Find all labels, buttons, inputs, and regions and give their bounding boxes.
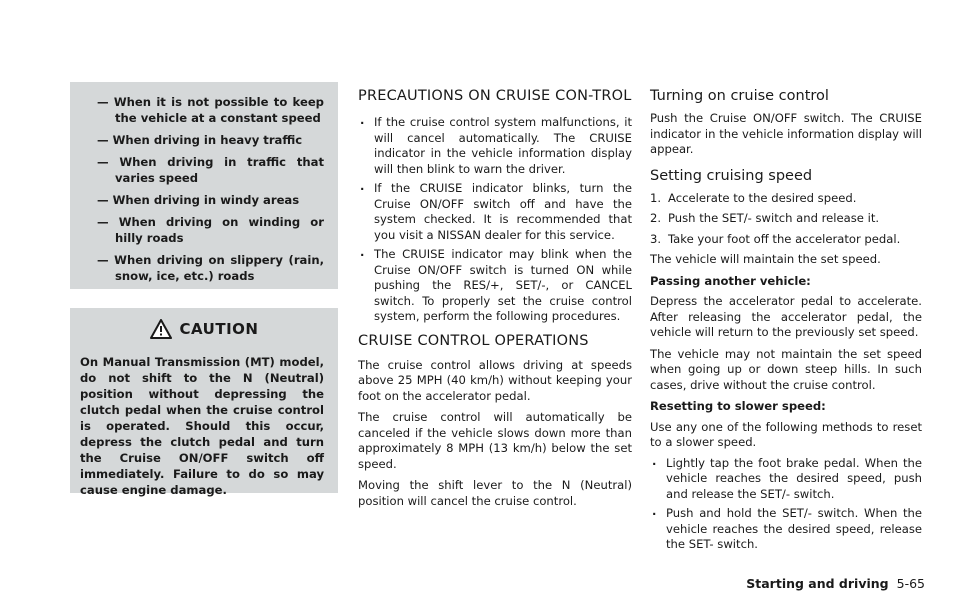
operations-paragraph-3: Moving the shift lever to the N (Neutral) position will cancel the cruise control. (358, 478, 632, 508)
footer-section-name: Starting and driving (746, 576, 889, 591)
conditions-list (70, 82, 338, 284)
operations-heading: CRUISE CONTROL OPERATIONS (358, 332, 589, 349)
turning-on-heading: Turning on cruise control (650, 88, 829, 104)
caution-header (70, 318, 338, 340)
operations-paragraph-2: The cruise control will automatically be canceled if the vehicle slows down more than approximately 8 MPH (13 km/h) below the set speed. (358, 410, 632, 471)
precaution-item: . If the cruise control system malfunctions, it will cancel automatically. The CRUISE indicator in the vehicle information display will then blink to warn the driver. (358, 115, 632, 177)
setting-steps (650, 191, 922, 248)
middle-column (358, 0, 632, 509)
reset-heading: Resetting to slower speed: (650, 399, 826, 413)
condition-item: — When driving in traffic that varies speed (97, 155, 324, 185)
precaution-item: . The CRUISE indicator may blink when the Cruise ON/OFF switch is turned ON while pushing the RES/+, SET/-, or CANCEL switch. To properly set the cruise control system, perform the following procedures. (358, 247, 632, 325)
turning-on-text: Push the Cruise ON/OFF switch. The CRUISE indicator in the vehicle information display will appear. (650, 111, 922, 156)
reset-methods-list (650, 456, 922, 553)
caution-text: On Manual Transmission (MT) model, do not shift to the N (Neutral) position without depressing the clutch pedal when the cruise control is operated. Should this occur, depress the clutch pedal and turn the Cruise ON/OFF switch off immediately. Failure to do so may cause engine damage. (80, 355, 324, 497)
reset-method-item: . Push and hold the SET/- switch. When the vehicle reaches the desired speed, release the SET- switch. (650, 506, 922, 553)
passing-text: Depress the accelerator pedal to accelerate. After releasing the accelerator pedal, the vehicle will return to the previously set speed. (650, 294, 922, 339)
step-item (650, 211, 922, 227)
condition-item: — When driving in heavy traffic (97, 133, 303, 147)
condition-item: — When driving in windy areas (97, 193, 300, 207)
conditions-box (70, 82, 338, 289)
step-item (650, 232, 922, 248)
condition-item: — When driving on slippery (rain, snow, ice, etc.) roads (97, 253, 324, 283)
passing-heading: Passing another vehicle: (650, 273, 811, 288)
page-footer (735, 576, 925, 591)
step-number: 3. (650, 231, 662, 246)
caution-title: CAUTION (179, 320, 259, 338)
reset-text: Use any one of the following methods to reset to a slower speed. (650, 419, 922, 449)
caution-box (70, 308, 338, 497)
hills-text: The vehicle may not maintain the set speed when going up or down steep hills. In such cases, drive without the cruise control. (650, 346, 922, 392)
warning-triangle-icon (150, 319, 172, 339)
precautions-list (358, 115, 632, 325)
step-text: Push the SET/- switch and release it. (668, 211, 880, 225)
maintain-speed-text: The vehicle will maintain the set speed. (650, 252, 881, 266)
right-column (650, 0, 922, 557)
step-item (650, 191, 922, 207)
step-number: 1. (650, 190, 662, 205)
setting-speed-heading: Setting cruising speed (650, 167, 813, 184)
operations-paragraph-1: The cruise control allows driving at speeds above 25 MPH (40 km/h) without keeping your foot on the accelerator pedal. (358, 357, 632, 403)
step-text: Accelerate to the desired speed. (668, 190, 857, 205)
condition-item: — When driving on winding or hilly roads (97, 215, 324, 245)
precaution-item: . If the CRUISE indicator blinks, turn the Cruise ON/OFF switch off and have the system checked. It is recommended that you visit a NISSAN dealer for this service. (358, 181, 632, 243)
condition-item: — When it is not possible to keep the vehicle at a constant speed (97, 95, 324, 125)
step-number: 2. (650, 211, 662, 225)
precautions-heading: PRECAUTIONS ON CRUISE CON-TROL (358, 88, 632, 104)
page-number: 5-65 (896, 576, 925, 591)
reset-method-item: . Lightly tap the foot brake pedal. When the vehicle reaches the desired speed, push and release the SET/- switch. (650, 456, 922, 503)
step-text: Take your foot off the accelerator pedal. (668, 231, 901, 246)
